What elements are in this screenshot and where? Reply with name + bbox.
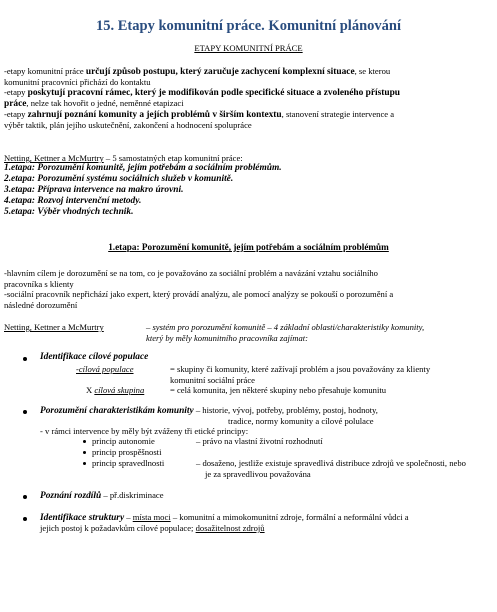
term-label: X cílová skupina [86, 385, 145, 395]
sub-bullet-icon [83, 451, 86, 454]
bullet-item: Porozumění charakteristikám komunity – historie, vývoj, potřeby, problémy, postoj, hodnoty, [40, 405, 378, 416]
paragraph-line: tradice, normy komunity a cílové polulace [228, 416, 374, 426]
ethics-intro: - v rámci intervence by měly být zváženy tři etické principy: [40, 426, 249, 436]
paragraph-line: který by měly komunitního pracovníka zajímat: [146, 333, 309, 343]
paragraph-line: práce, nelze tak hovořit o jedné, neměnné etapizaci [4, 98, 184, 109]
netting-authors: Netting, Kettner a McMurtry [4, 322, 104, 332]
paragraph-line: – systém pro porozumění komunitě – 4 základní oblasti/charakteristiky komunity, [146, 322, 425, 332]
sub-bullet-icon [83, 440, 86, 443]
bullet-label: Identifikace cílové populace [40, 352, 149, 362]
paragraph-line: následné dorozumění [4, 300, 78, 310]
paragraph-line: výběr taktik, plán jejího uskutečnění, zakončení a hodnocení spolupráce [4, 120, 252, 130]
principle-desc: – právo na vlastní životní rozhodnutí [196, 436, 323, 446]
paragraph-line: -etapy komunitní práce určují způsob postupu, který zaručuje zachycení komplexní situace, se kterou [4, 66, 391, 77]
section-heading-etapa1: 1.etapa: Porozumění komunitě, jejím potřebám a sociálním problémům [108, 242, 389, 252]
page-title: 15. Etapy komunitní práce. Komunitní plánování [96, 18, 401, 34]
bullet-icon [23, 517, 27, 521]
paragraph-line: komunitní pracovníci přichází do kontaktu [4, 77, 151, 87]
bullet-icon [23, 495, 27, 499]
paragraph-line: jejich postoj k požadavkům cílové populace; dosažitelnost zdrojů [40, 523, 265, 533]
term-definition: = skupiny či komunity, které zažívají problém a jsou považovány za klienty [170, 364, 431, 374]
etapa-item: 1.etapa: Porozumění komunitě, jejím potřebám a sociálním problémům. [4, 163, 282, 173]
term-definition: komunitní sociální práce [170, 375, 255, 385]
paragraph-line: -etapy poskytují pracovní rámec, který je modifikován podle specifické situace a zvoleného přístupu [4, 87, 401, 98]
term-definition: = celá komunita, jen některé skupiny nebo přesahuje komunitu [170, 385, 387, 395]
etapa-item: 4.etapa: Rozvoj intervenční metody. [4, 196, 142, 206]
principle-name: princip prospěšnosti [92, 447, 162, 457]
netting-intro: Netting, Kettner a McMurtry – 5 samostatných etap komunitní práce: [4, 153, 243, 163]
term-label: -cílová populace [76, 364, 134, 374]
etapa-item: 2.etapa: Porozumění systému sociálních služeb v komunitě. [4, 174, 234, 184]
paragraph-line: -sociální pracovník nepřichází jako expert, který provádí analýzu, ale pomocí analýzy se pokouší o porozumění a [4, 289, 394, 299]
principle-name: princip spravedlnosti [92, 458, 165, 468]
etapa-item: 3.etapa: Příprava intervence na makro úrovni. [4, 185, 184, 195]
bullet-item: Identifikace struktury – místa moci – komunitní a mimokomunitní zdroje, formální a neformální vůdci a [40, 512, 409, 523]
etapa-item: 5.etapa: Výběr vhodných technik. [4, 207, 134, 217]
bullet-icon [23, 410, 27, 414]
section-heading-etapy: ETAPY KOMUNITNÍ PRÁCE [194, 43, 303, 53]
paragraph-line: -etapy zahrnují poznání komunity a jejích problémů v širším kontextu, stanovení strategie intervence a [4, 109, 395, 120]
sub-bullet-icon [83, 462, 86, 465]
principle-desc: je za spravedlivou považována [205, 469, 311, 479]
bullet-icon [23, 357, 27, 361]
paragraph-line: pracovníka s klienty [4, 279, 74, 289]
principle-desc: – dosaženo, jestliže existuje spravedlivá distribuce zdrojů ve společnosti, nebo [196, 458, 466, 468]
paragraph-line: -hlavním cílem je dorozumění se na tom, co je považováno za sociální problém a navázání vztahu sociálního [4, 268, 378, 278]
bullet-item: Poznání rozdílů – př.diskriminace [40, 490, 164, 501]
principle-name: princip autonomie [92, 436, 155, 446]
